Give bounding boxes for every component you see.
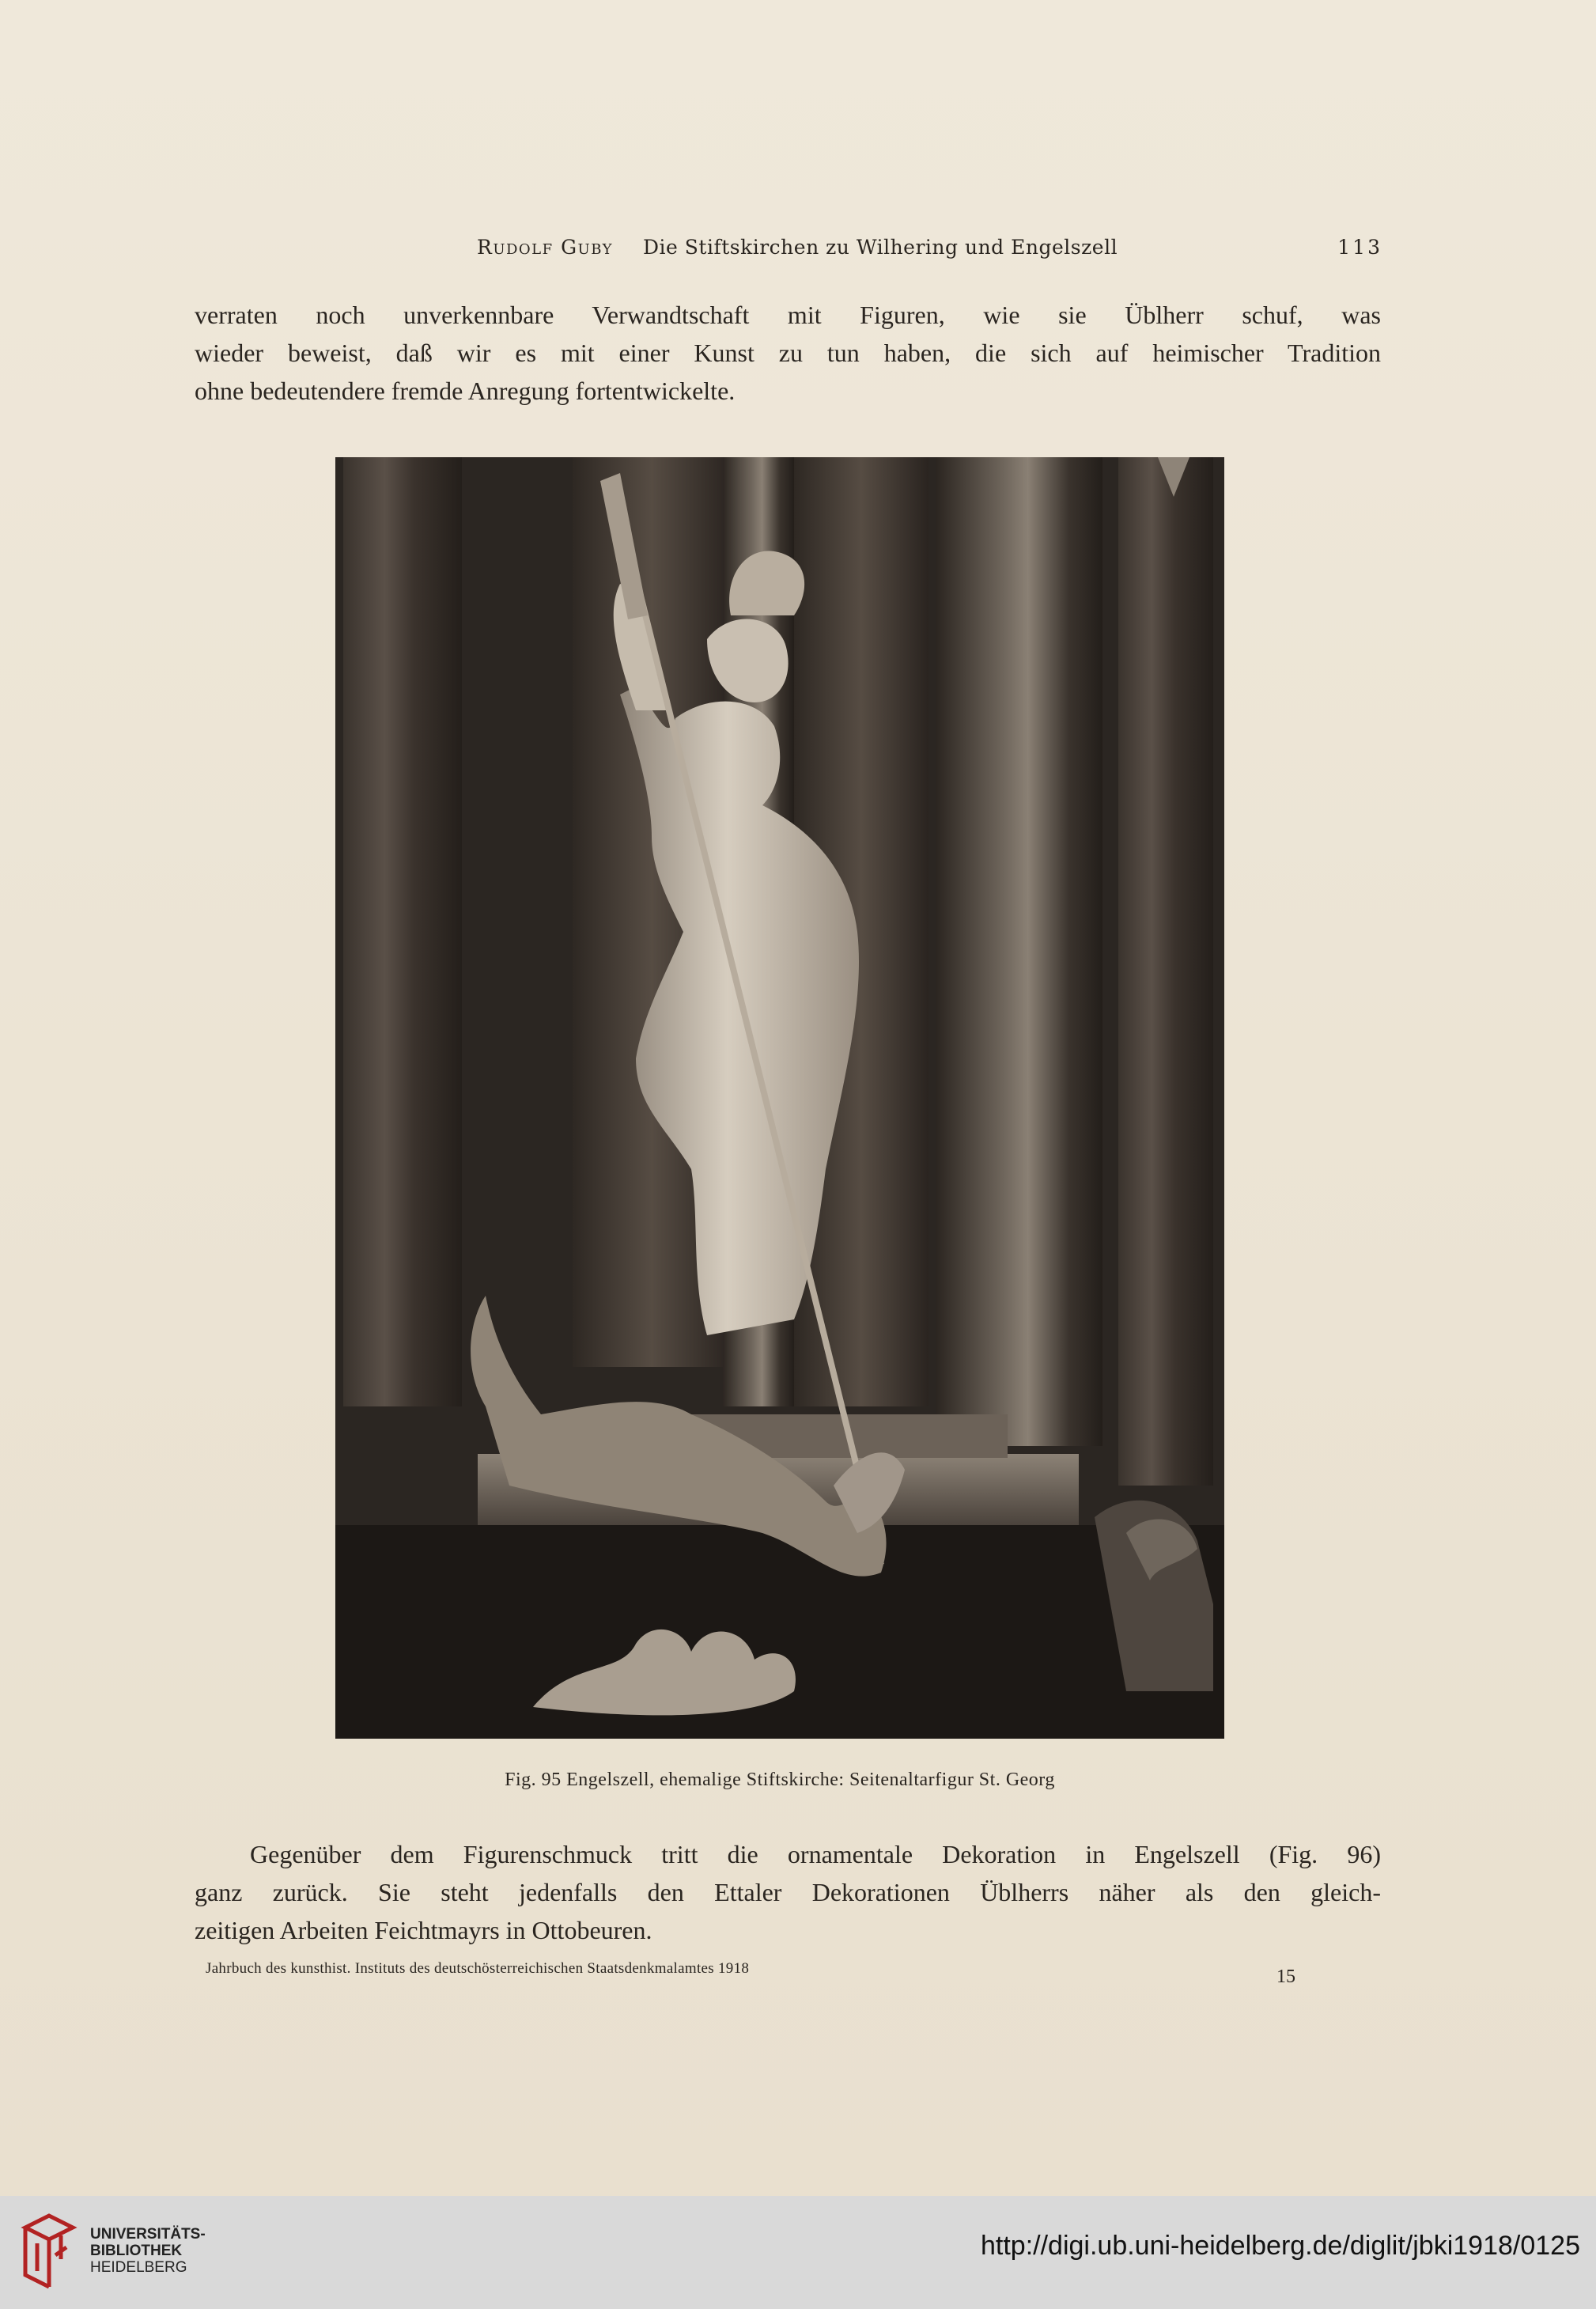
journal-footnote: Jahrbuch des kunsthist. Instituts des deutschösterreichischen Staatsdenkmalamtes 1918 xyxy=(206,1960,750,1977)
library-name-line-2: BIBLIOTHEK xyxy=(90,2243,183,2259)
signature-mark: 15 xyxy=(1276,1966,1295,1987)
library-name xyxy=(90,2226,206,2276)
footer-bar xyxy=(0,2196,1596,2309)
library-name-line-3: HEIDELBERG xyxy=(90,2259,187,2276)
library-name-line-1: UNIVERSITÄTS- xyxy=(90,2226,206,2243)
paragraph-2 xyxy=(195,1835,1381,1949)
running-head-author: Rudolf Guby xyxy=(477,236,614,259)
text-line: verraten noch unverkennbare Verwandtschaft mit Figuren, wie sie Üblherr schuf, was xyxy=(195,301,1381,329)
figure-caption: Fig. 95 Engelszell, ehemalige Stiftskirche: Seitenaltarfigur St. Georg xyxy=(505,1770,1055,1790)
photo-illustration xyxy=(335,457,1224,1739)
text-line: wieder beweist, daß wir es mit einer Kunst zu tun haben, die sich auf heimischer Tradition xyxy=(195,339,1381,367)
page-number: 113 xyxy=(1337,236,1382,259)
paragraph-1 xyxy=(195,296,1381,410)
text-line: ganz zurück. Sie steht jedenfalls den Ettaler Dekorationen Üblherrs näher als den gleich- xyxy=(195,1878,1381,1906)
text-line: ohne bedeutendere fremde Anregung fortentwickelte. xyxy=(195,377,736,405)
running-head-title: Die Stiftskirchen zu Wilhering und Engelszell xyxy=(643,236,1118,259)
text-line: zeitigen Arbeiten Feichtmayrs in Ottobeuren. xyxy=(195,1916,652,1944)
figure-st-georg-photo xyxy=(335,457,1224,1739)
permalink-url[interactable]: http://digi.ub.uni-heidelberg.de/diglit/jbki1918/0125 xyxy=(981,2231,1580,2261)
library-logo-icon xyxy=(17,2212,81,2291)
text-line: Gegenüber dem Figurenschmuck tritt die ornamentale Dekoration in Engelszell (Fig. 96) xyxy=(250,1840,1381,1868)
